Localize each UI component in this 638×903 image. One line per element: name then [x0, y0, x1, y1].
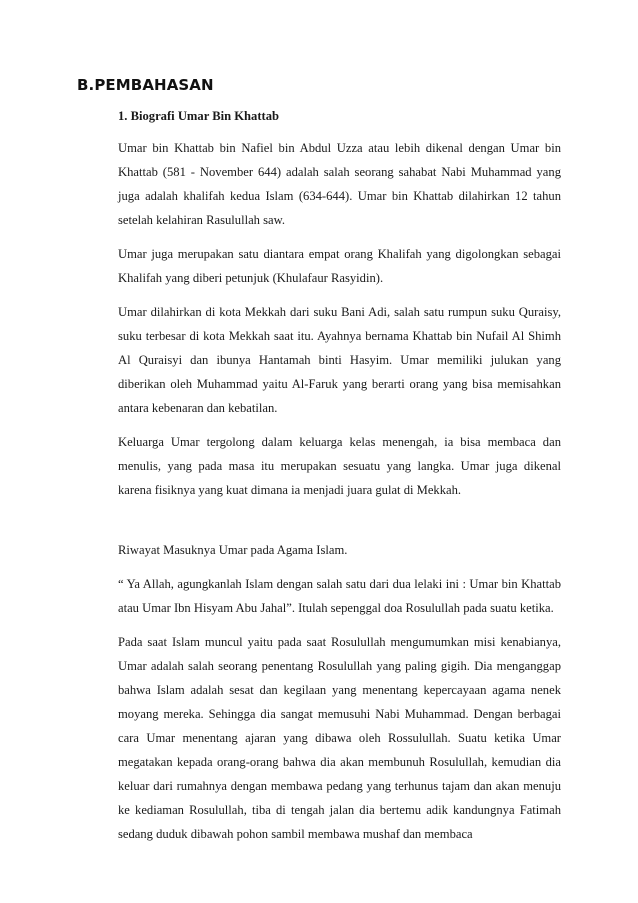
paragraph-birth: Umar dilahirkan di kota Mekkah dari suku Bani Adi, salah satu rumpun suku Quraisy, suku terbesar di kota Mekkah saat itu. Ayahnya bernama Khattab bin Nufail Al Shimh Al Quraisyi dan ibunya Hantamah binti Hasyim. Umar memiliki julukan yang diberikan oleh Muhammad yaitu Al-Faruk yang berarti orang yang bisa memisahkan antara kebenaran dan kebatilan.	[118, 305, 561, 415]
paragraph-family: Keluarga Umar tergolong dalam keluarga kelas menengah, ia bisa membaca dan menulis, yang pada masa itu merupakan sesuatu yang langka. Umar juga dikenal karena fisiknya yang kuat dimana ia menjadi juara gulat di Mekkah.	[118, 435, 561, 497]
paragraph-conversion-heading: Riwayat Masuknya Umar pada Agama Islam.	[118, 543, 348, 557]
section-heading: B.PEMBAHASAN	[77, 76, 214, 94]
paragraph-biography: Umar bin Khattab bin Nafiel bin Abdul Uzza atau lebih dikenal dengan Umar bin Khattab (581 - November 644) adalah salah seorang sahabat Nabi Muhammad yang juga adalah khalifah kedua Islam (634-644). Umar bin Khattab dilahirkan 12 tahun setelah kelahiran Rasulullah saw.	[118, 141, 561, 227]
document-body	[118, 108, 561, 846]
paragraph-opposition: Pada saat Islam muncul yaitu pada saat Rosulullah mengumumkan misi kenabianya, Umar adalah salah seorang penentang Rosulullah yang paling gigih. Dia menganggap bahwa Islam adalah sesat dan kegilaan yang menentang kepercayaan agama nenek moyang mereka. Sehingga dia sangat memusuhi Nabi Muhammad. Dengan berbagai cara Umar menentang ajaran yang dibawa oleh Rossulullah. Suatu ketika Umar megatakan kepada orang-orang bahwa dia akan membunuh Rosulullah, kemudian dia keluar dari rumahnya dengan membawa pedang yang terhunus tajam dan akan menuju ke kediaman Rosulullah, tiba di tengah jalan dia bertemu adik kandungnya Fatimah sedang duduk dibawah pohon sambil membawa mushaf dan membaca	[118, 635, 561, 841]
subheading: 1. Biografi Umar Bin Khattab	[118, 109, 280, 123]
paragraph-prayer-quote: “ Ya Allah, agungkanlah Islam dengan salah satu dari dua lelaki ini : Umar bin Khattab atau Umar Ibn Hisyam Abu Jahal”. Itulah sepenggal doa Rosulullah pada suatu ketika.	[118, 577, 561, 615]
paragraph-khulafaur-rasyidin: Umar juga merupakan satu diantara empat orang Khalifah yang digolongkan sebagai Khalifah yang diberi petunjuk (Khulafaur Rasyidin).	[118, 247, 561, 285]
